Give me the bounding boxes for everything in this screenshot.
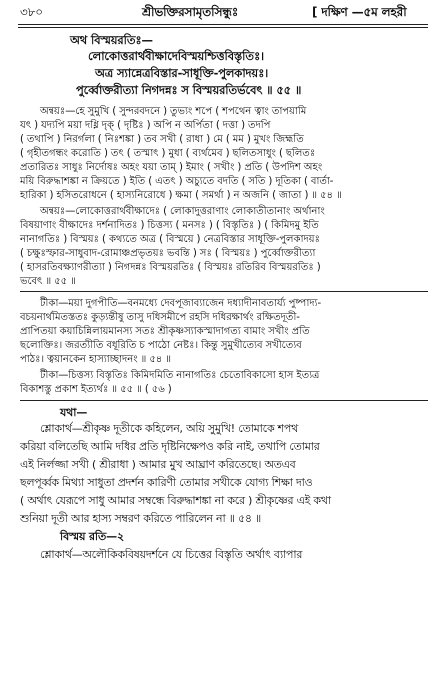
book-title: শ্রীভক্তিরসামৃতসিন্ধুঃ [142, 5, 239, 19]
tika1-line: পাঠঃ। ত্বয়ানকেন হাস্যাচ্ছাদনং ॥ ৫৪ ॥ [20, 354, 171, 365]
section-divider [20, 291, 428, 292]
anvaya2-line: অন্বয়ঃ—লোকোত্তরার্থবীক্ষাদেঃ ( লোকাদুত্তরাণাং লোকাতীতানাং অর্থানাং [40, 206, 325, 217]
tika1-line: টীকা—ময়া দুগপীতি—বনমধ্যে দেবপূজাব্যাজেন দধ্যাদীনাবতার্য্য পুষ্পাদ্য- [40, 298, 321, 309]
translation-line: শুনিয়া দূতী আর হাস্য সম্বরণ করিতে পারিলেন না ॥ ৫৪ ॥ [20, 512, 261, 525]
verse-line-3: পুর্ব্বোক্তরীত্যা নিগদন্নঃ স বিস্ময়রতির্ভবেৎ ॥ ৫৫ ॥ [76, 83, 302, 97]
header-rule [18, 24, 428, 28]
translation-line: এই নির্লজ্জা সখী ( শ্রীরাধা ) আমার মুখ আঘ্রাণ করিতেছে। অতএব [20, 458, 296, 471]
translation-line: ( অর্থাৎ যেরূপে সাধু আমার সম্বন্ধে বিরুদ্ধাশঙ্কা না করে ) শ্রীকৃষ্ণের এই কথা [20, 494, 331, 507]
section-label: [ দক্ষিণ —৫ম লহরী [312, 5, 407, 19]
tika1-line: বচয়নার্থমিতস্ততঃ কুড়্যন্তীষু তাসু দধিসমীপে রহসি দধিরক্ষার্থং রক্ষিতদূতী- [20, 312, 300, 323]
verse-line-2: অত্র স্যান্নেত্রবিস্তার-সাধূক্তি-পুলকাদয়ঃ। [95, 66, 269, 80]
anvaya1-line: প্রতারিতঃ সাধুঃ নির্দোষঃ অহং যয়া তাম্ ) ইমাং ( সখীং ) প্রতি ( উপদিশ অহং [20, 162, 323, 173]
translation-line: করিয়া বলিতেছি আমি দধির প্রতি দৃষ্টিনিক্ষেপও করি নাই, তথাপি তোমার [20, 440, 320, 453]
anvaya2-line: ( চক্ষুঃস্ফার-সাধুবাদ-রোমাঞ্চপ্রভৃতয়ঃ ভবন্তি ) সঃ ( বিস্ময়ঃ ) পুর্ব্বোক্তরীত্যা [20, 248, 316, 259]
page-number: ৩৮০ [20, 5, 43, 19]
anvaya1-line: ( তথাপি ) নিরর্গলা ( নিঃশঙ্কা ) তব সখী ( রাধা ) মে ( মম ) মুখং জিহ্মতি [20, 134, 304, 145]
translation-line: শ্লোকার্থ—অলৌকিকবিষয়দর্শনে যে চিত্তের বিস্তৃতি অর্থাৎ ব্যাপার [40, 548, 303, 561]
anvaya1-line: হারিকা ) হসিতরোধনে ( হাস্যনিরোধে ) ক্ষমা ( সমর্থা ) ন অজনি ( জাতা ) ॥ ৫৪ ॥ [20, 190, 342, 201]
anvaya2-line: বিষয়াণাং বীক্ষাদেঃ দর্শনাদিতঃ ) চিত্তস্য ( মনসঃ ) ( বিস্তৃতিঃ ) ( কিমিদমু ইতি [20, 220, 319, 231]
verse-line-1: লোকোত্তরার্থবীক্ষাদেবিস্ময়শ্চিত্তবিস্তৃতিঃ। [88, 49, 265, 63]
anvaya2-line: ভবেৎ ॥ ৫৫ ॥ [20, 276, 76, 287]
verse-heading: অথ বিস্ময়রতিঃ— [70, 33, 153, 47]
anvaya2-line: ( হাসরতিবক্ষ্যাণরীত্যা ) নিগদন্নঃ বিস্ময়রতিঃ ( বিস্ময়ঃ রতিরিব বিস্ময়রতিঃ ) [20, 262, 321, 273]
tika2-line: টীকা—চিত্তস্য বিস্তৃতিঃ কিমিদমিতি নানাগতিঃ চেতোবিকাসো হাস ইত্যত্র [40, 370, 320, 381]
tika1-line: প্রাপিতয়া কয়াচিন্নিলায়মানস্য সতঃ শ্রীকৃষ্ণস্যাকস্মাদাগত্য বামাং সখীং প্রতি [20, 326, 310, 337]
anvaya1-line: ( গৃহীতগন্ধং করোতি ) তৎ ( তস্মাৎ ) মুধা ( ব্যর্থমেব ) ছলিতসাধুং ( ছলিতঃ [20, 148, 316, 159]
anvaya2-line: নানাগতিঃ ) বিস্ময়ঃ ( কথ্যতে অত্র ( বিস্ময়ে ) নেত্রবিস্তার সাধূক্তি-পুলকাদয়ঃ [20, 234, 320, 245]
translation-line: ছলপূর্ব্বক মিথ্যা সাধুতা প্রদর্শন কারিণী তোমার সখীকে যোগ্য শিক্ষা দাও [20, 476, 313, 489]
subsection-heading: বিস্ময় রতি—২ [60, 530, 124, 543]
anvaya1-line: অন্বয়ঃ—হে সুমুখি ( সুন্দরবদনে ) তুভ্যং শপে ( শপথেন ত্বাং তাপয়ামি [40, 106, 307, 117]
section-divider [20, 400, 428, 401]
anvaya1-line: যৎ ) যদ্যপি ময়া দধ্নি দৃক্ ( দৃষ্টিঃ ) অপি ন অর্পিতা ( দত্তা ) তদপি [20, 120, 271, 131]
example-heading: যথা— [60, 406, 88, 419]
tika2-line: বিকাশস্তু প্রকাশ ইত্যর্থঃ ॥ ৫৫ ॥ ( ৫৬ ) [20, 384, 172, 395]
anvaya1-line: ময়ি বিরুদ্ধাশঙ্কা ন ক্রিয়তে ) ইতি ( এতৎ ) অচ্যুতে বদতি ( সতি ) দূতিকা ( বার্তা- [20, 176, 334, 187]
translation-line: শ্লোকার্থ—শ্রীকৃষ্ণ দূতীকে কহিলেন, অয়ি সুমুখি! তোমাকে শপথ [40, 422, 298, 435]
tika1-line: ছলোক্তিঃ। জরত্যীতি বধূরিতি চ পাঠো নেষ্টঃ। কিন্তু সুমুখীত্যেব সখীত্যেব [20, 340, 302, 351]
